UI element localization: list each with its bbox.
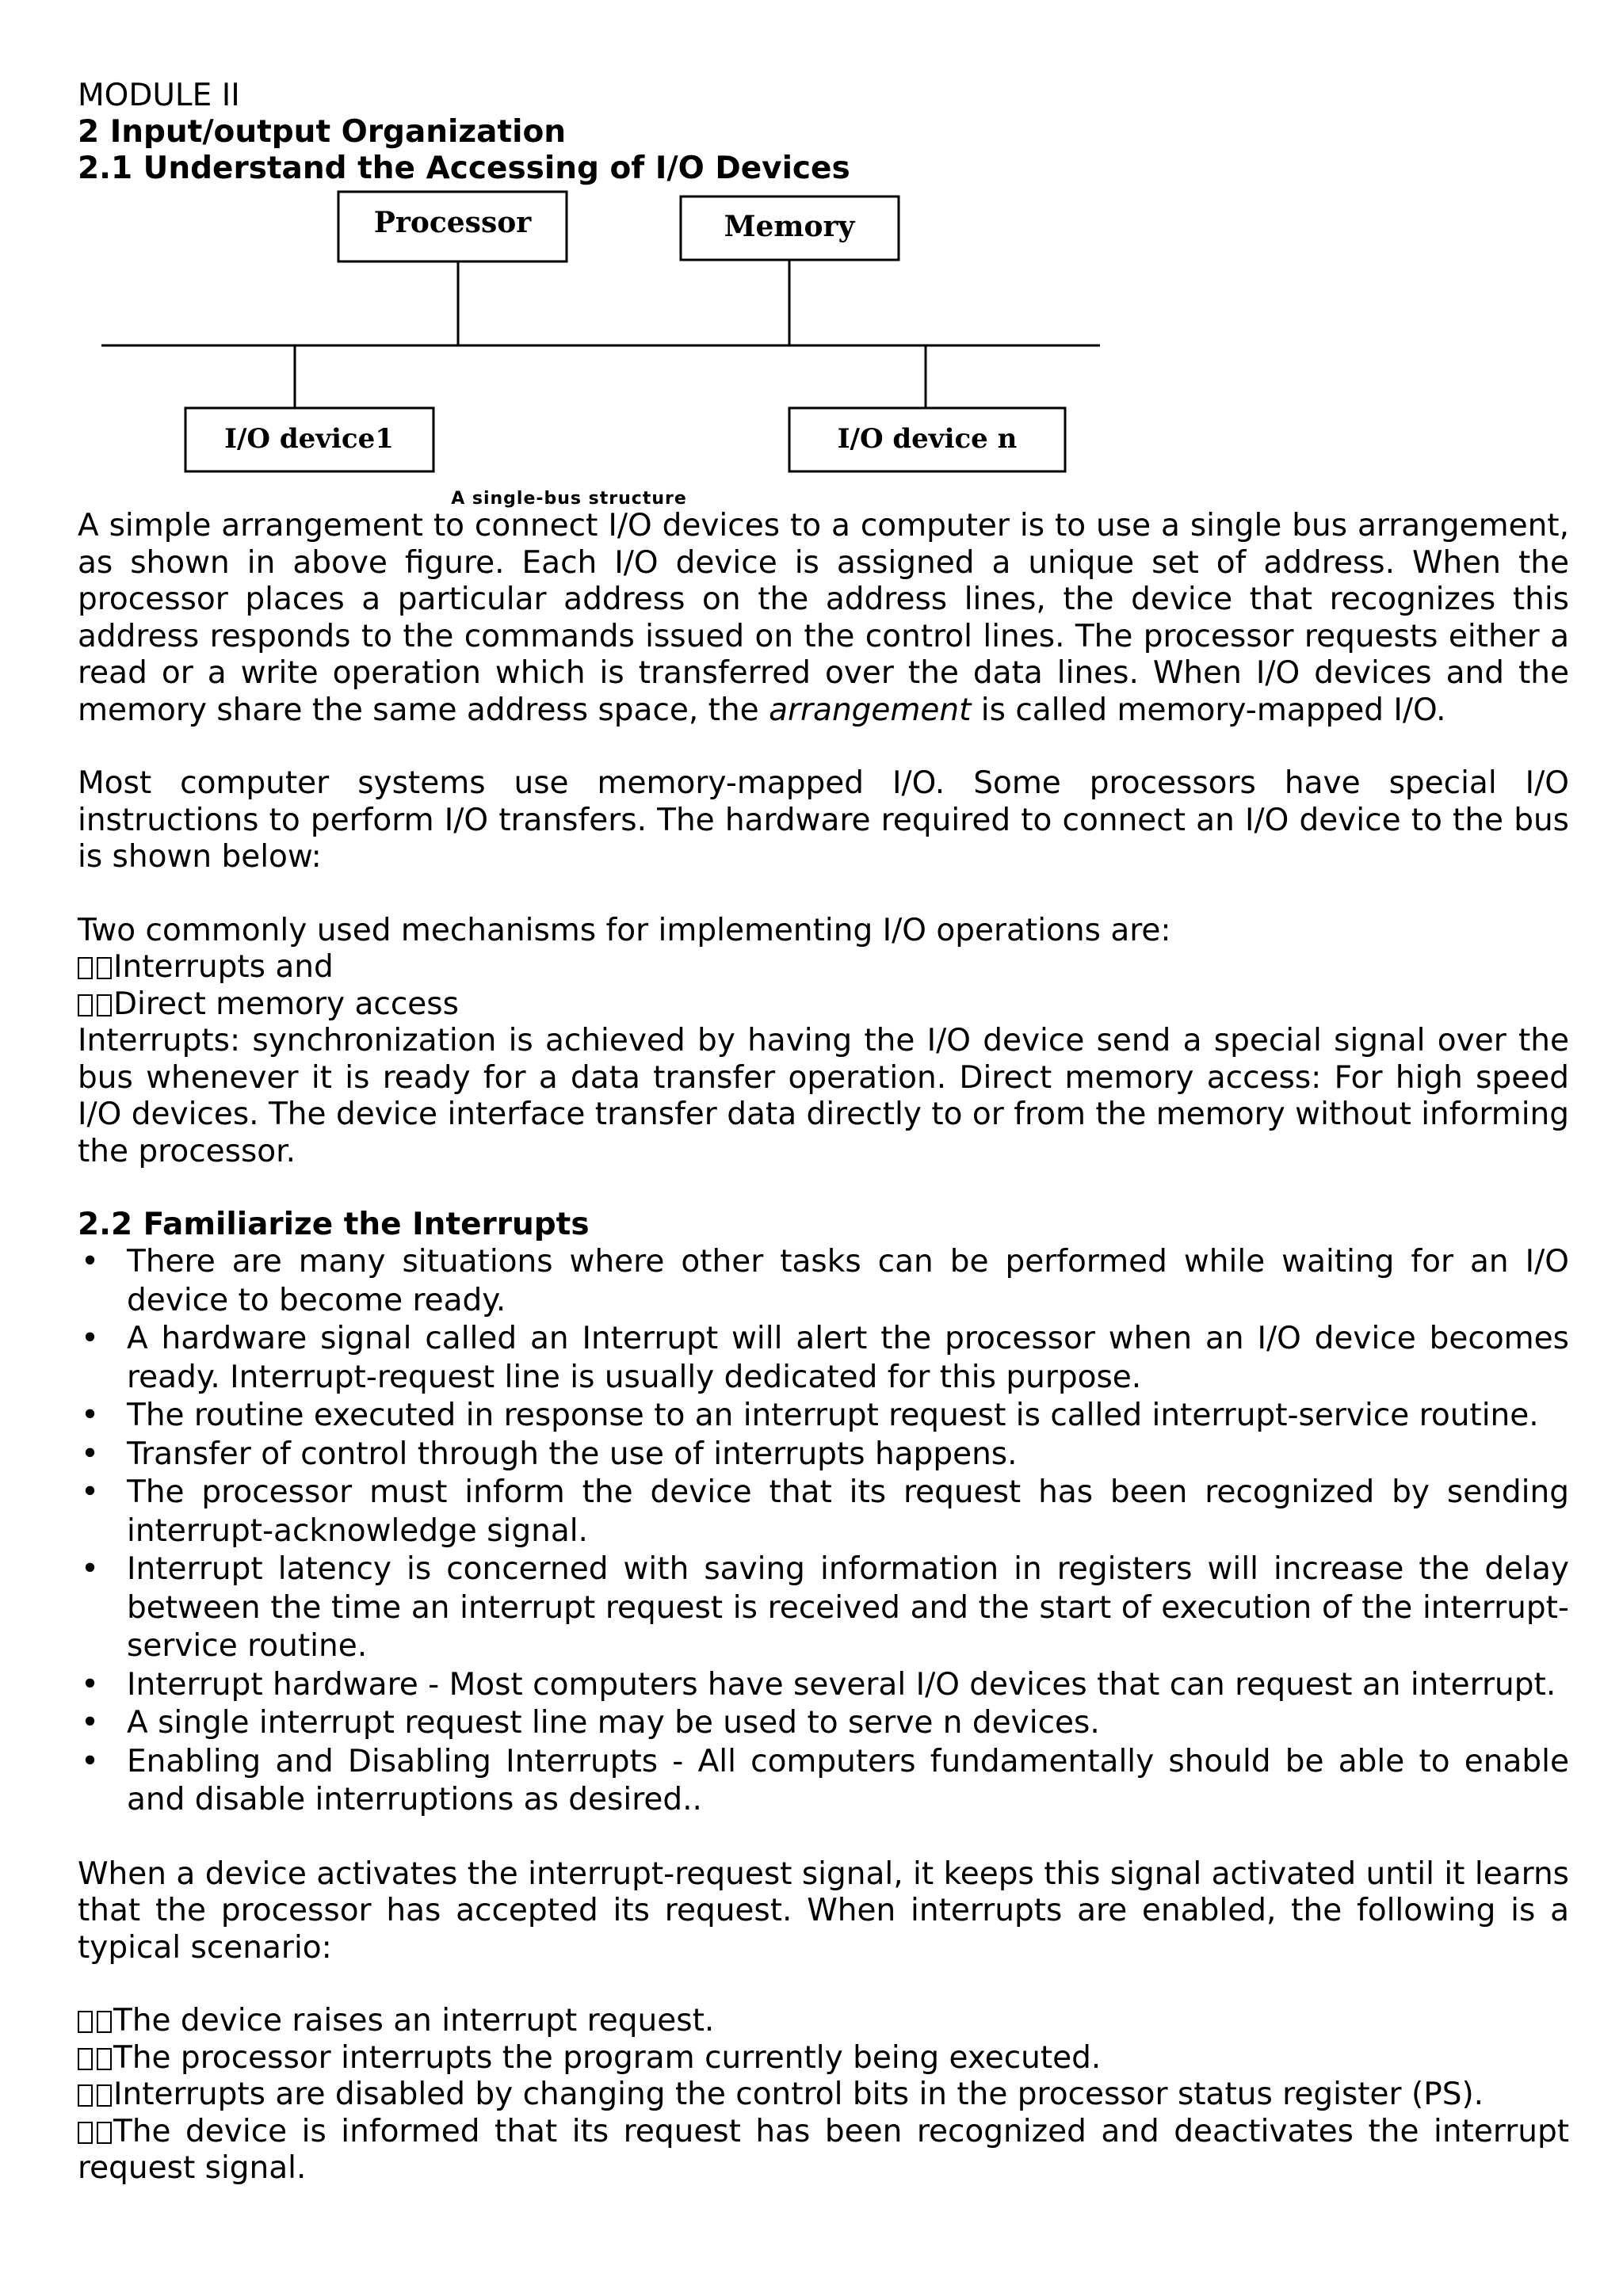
list-item: • A single interrupt request line may be used to serve n devices. [78,1704,1569,1743]
checkbox-glyph-icon [78,2084,93,2107]
bullet-icon: • [81,1705,100,1741]
figure-caption: A single-bus structure [451,489,687,508]
list-item: • The processor must inform the device that its request has been recognized by sending interrupt-acknowledge signal. [81,1474,1569,1549]
section-2-2-title: 2.2 Familiarize the Interrupts [78,1207,590,1242]
processor-label: Processor [373,206,532,239]
mechanisms-intro: Two commonly used mechanisms for implementing I/O operations are: [78,912,1171,948]
document-page [78,78,1569,2187]
checkbox-glyph-icon [78,994,93,1016]
checkbox-glyph-icon [78,957,93,979]
paragraph-memory-mapped: Most computer systems use memory-mapped I/O. Some processors have special I/O instructions to perform I/O transfers. The hardware required to connect an I/O device to the bus is shown below: [78,765,1569,875]
bullet-icon: • [81,1666,100,1703]
list-item: • The routine executed in response to an interrupt request is called interrupt-service routine. [78,1397,1569,1436]
section-2-1-title: 2.1 Understand the Accessing of I/O Devices [78,151,850,186]
chapter-title: 2 Input/output Organization [78,114,567,150]
list-item: • A hardware signal called an Interrupt will alert the processor when an I/O device becomes ready. Interrupt-request line is usually dedicated for this purpose. [81,1321,1569,1395]
scenario-item: The device is informed that its request has been recognized and deactivates the interrupt request signal. [78,2113,1569,2186]
scenario-item: The processor interrupts the program currently being executed. [78,2040,1569,2077]
checkbox-glyph-icon [97,2011,112,2033]
bullet-icon: • [81,1321,100,1356]
mechanism-item: Interrupts and [78,949,1569,986]
bullet-icon: • [81,1244,100,1280]
checkbox-glyph-icon [78,2122,93,2144]
scenario-item: Interrupts are disabled by changing the control bits in the processor status register (PS). [78,2077,1569,2114]
io-device1-label: I/O device1 [224,423,394,455]
bullet-icon: • [81,1474,100,1510]
list-item: • There are many situations where other tasks can be performed while waiting for an I/O device to become ready. [81,1244,1569,1318]
checkbox-glyph-icon [78,2048,93,2070]
single-bus-diagram [78,187,1108,508]
interrupt-bullet-list [78,1243,1569,1820]
bullet-icon: • [81,1743,100,1779]
list-item: • Transfer of control through the use of interrupts happens. [78,1436,1569,1474]
paragraph-interrupt-scenario: When a device activates the interrupt-request signal, it keeps this signal activated until it learns that the processor has accepted its request. When interrupts are enabled, the following is a typical scenario: [78,1855,1569,1966]
checkbox-glyph-icon [78,2011,93,2033]
list-item: • Interrupt hardware - Most computers have several I/O devices that can request an interrupt. [78,1666,1569,1705]
scenario-item: The device raises an interrupt request. [78,2003,1569,2040]
paragraph-single-bus: A simple arrangement to connect I/O devices to a computer is to use a single bus arrangement, as shown in above figure. Each I/O device is assigned a unique set of address. When the processor places a particular address on the address lines, the device that recognizes this address responds to the commands issued on the control lines. The processor requests either a read or a write operation which is transferred over the data lines. When I/O devices and the memory share the same address space, the arrangement is called memory-mapped I/O. [78,508,1569,728]
module-label: MODULE II [78,78,240,113]
single-bus-figure [78,187,1108,508]
checkbox-glyph-icon [97,994,112,1016]
bullet-icon: • [81,1398,100,1433]
bullet-icon: • [81,1551,100,1587]
checkbox-glyph-icon [97,957,112,979]
checkbox-glyph-icon [97,2084,112,2107]
mechanisms-explanation: Interrupts: synchronization is achieved by having the I/O device send a special signal over the bus whenever it is ready for a data transfer operation. Direct memory access: For high speed I/O devices. The device interface transfer data directly to or from the memory without informing the processor. [78,1023,1569,1169]
list-item: • Enabling and Disabling Interrupts - All computers fundamentally should be able to enable and disable interruptions as desired.. [81,1743,1569,1817]
checkbox-glyph-icon [97,2122,112,2144]
list-item: • Interrupt latency is concerned with saving information in registers will increase the delay between the time an interrupt request is received and the start of execution of the interrupt-service routine. [81,1551,1569,1664]
io-devicen-label: I/O device n [837,423,1018,455]
checkbox-glyph-icon [97,2048,112,2070]
memory-label: Memory [724,210,855,243]
mechanism-item: Direct memory access [78,986,1569,1024]
bullet-icon: • [81,1436,100,1472]
